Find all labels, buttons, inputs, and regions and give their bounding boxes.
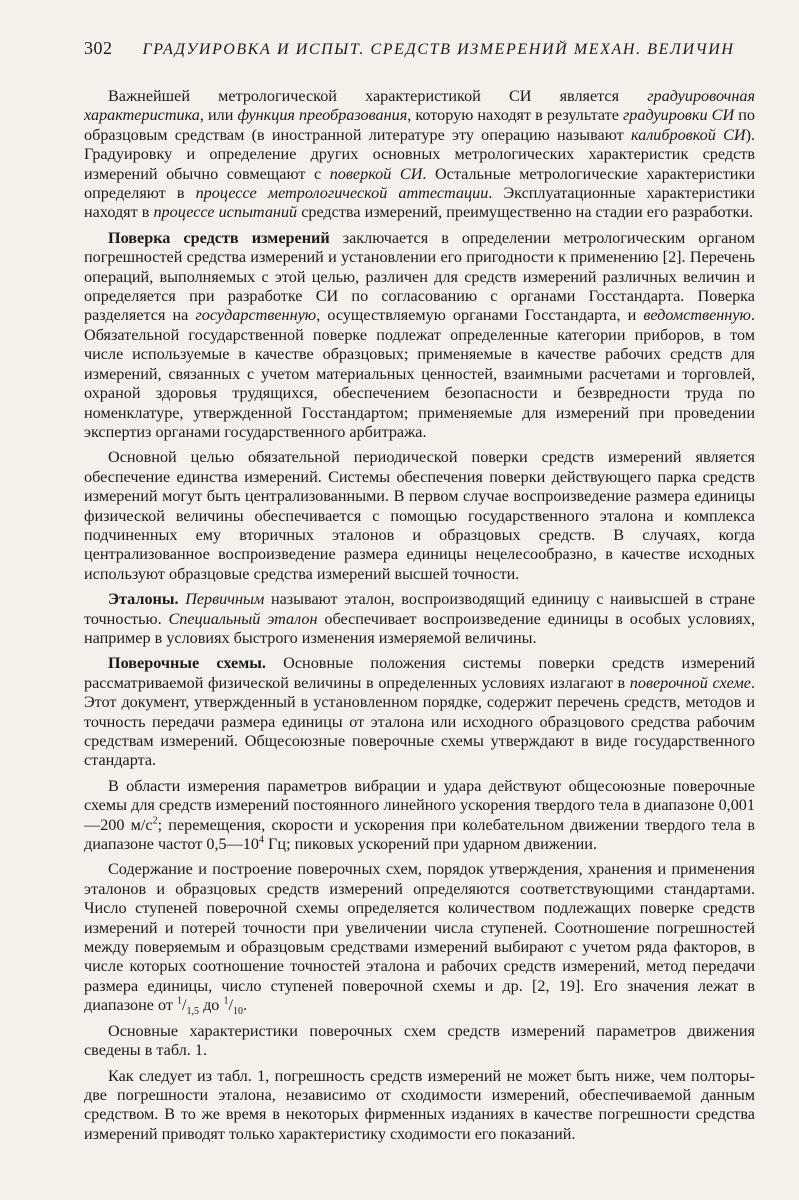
paragraph-verification: Поверка средств измерений заключается в определении метрологическим органом погрешностей средства измерений и установлении его пригодности к применению [2]. Перечень операций, выполняемых с этой целью, различен для средств измерений различных величин и определяется при разработке СИ по согласованию с органами Госстандарта. Поверка разделяется на государственную, осуществляемую органами Госстандарта, и ведомственную. Обязательной государственной поверке подлежат определенные категории приборов, в том числе используемые в качестве образцовых; применяемые в качестве рабочих средств для измерений, связанных с учетом материальных ценностей, взаимными расчетами и торговлей, охраной здоровья трудящихся, обеспечением безопасности и безвредности труда по номенклатуре, утвержденной Госстандартом; применяемые для измерений при проведении экспертиз органами государственного арбитража. xyxy=(84,228,755,441)
paragraph-calibration: Важнейшей метрологической характеристикой СИ является градуировочная характеристика, или функция преобразования, которую находят в результате градуировки СИ по образцовым средствам (в иностранной литературе эту операцию называют калибровкой СИ). Градуировку и определение других основных метрологических характеристик средств измерений обычно совмещают с поверкой СИ. Остальные метрологические характеристики определяют в процессе метрологической аттестации. Эксплуатационные характеристики находят в процессе испытаний средства измерений, преимущественно на стадии его разработки. xyxy=(84,87,756,222)
body-text xyxy=(84,87,755,1144)
paragraph-error-note: Как следует из табл. 1, погрешность средств измерений не может быть ниже, чем полторы-две погрешности эталона, независимо от сходимости измерений, обеспечиваемой данным средством. В то же время в некоторых фирменных изданиях в качестве погрешности средства измерений приводят только характеристику сходимости его показаний. xyxy=(84,1066,755,1143)
running-title: ГРАДУИРОВКА И ИСПЫТ. СРЕДСТВ ИЗМЕРЕНИЙ МЕХАН. ВЕЛИЧИН xyxy=(142,41,735,58)
paragraph-scheme-structure: Содержание и построение поверочных схем, порядок утверждения, хранения и применения эталонов и образцовых средств измерений определяются соответствующими стандартами. Число ступеней поверочной схемы определяется количеством подлежащих поверке средств измерений и потерей точности при увеличении числа ступеней. Соотношение погрешностей между поверяемым и образцовым средствами измерений выбирают с учетом ряда факторов, в числе которых соотношение точностей эталона и рабочих средств измерений, метод передачи размера единицы, число ступеней поверочной схемы и др. [2, 19]. Его значения лежат в диапазоне от $^1/_{1,5}$ до $^1/_{10}$. xyxy=(84,860,755,1018)
paragraph-vibration-schemes: В области измерения параметров вибрации и удара действуют общесоюзные поверочные схемы для средств измерений постоянного линейного ускорения твердого тела в диапазоне 0,001—200 $м/с^2$; перемещения, скорости и ускорения при колебательном движении твердого тела в диапазоне частот $0,5—10^4$ Гц; пиковых ускорений при ударном движении. xyxy=(84,776,755,854)
paragraph-standards: Эталоны. Первичным называют эталон, воспроизводящий единицу с наивысшей в стране точностью. Специальный эталон обеспечивает воспроизведение единицы в особых условиях, например в условиях быстрого изменения измеряемой величины. xyxy=(84,590,756,647)
runin-heading-verification: Поверка средств измерений xyxy=(108,228,330,247)
paragraph-verification-schemes: Поверочные схемы. Основные положения системы поверки средств измерений рассматриваемой физической величины в определенных условиях излагают в поверочной схеме. Этот документ, утвержденный в установленном порядке, содержит перечень средств, методов и точность передачи размера единицы от эталона или исходного образцового средства рабочим средствам измерений. Общесоюзные поверочные схемы утверждают в виде государственного стандарта. xyxy=(84,654,756,770)
page-header xyxy=(84,38,755,59)
paragraph-table-reference: Основные характеристики поверочных схем средств измерений параметров движения сведены в табл. 1. xyxy=(84,1021,755,1060)
runin-heading-standards: Эталоны. xyxy=(108,590,179,609)
page-number: 302 xyxy=(84,38,113,58)
runin-heading-schemes: Поверочные схемы. xyxy=(108,654,266,673)
paragraph-periodic-verification: Основной целью обязательной периодической поверки средств измерений является обеспечение единства измерений. Системы обеспечения поверки действующего парка средств измерений могут быть централизованными. В первом случае воспроизведение размера единицы физической величины обеспечивается с помощью государственного эталона и комплекса подчиненных ему вторичных эталонов и образцовых средств. В случаях, когда централизованное воспроизведение размера единицы нецелесообразно, в качестве исходных используют образцовые средства измерений высшей точности. xyxy=(84,448,755,583)
